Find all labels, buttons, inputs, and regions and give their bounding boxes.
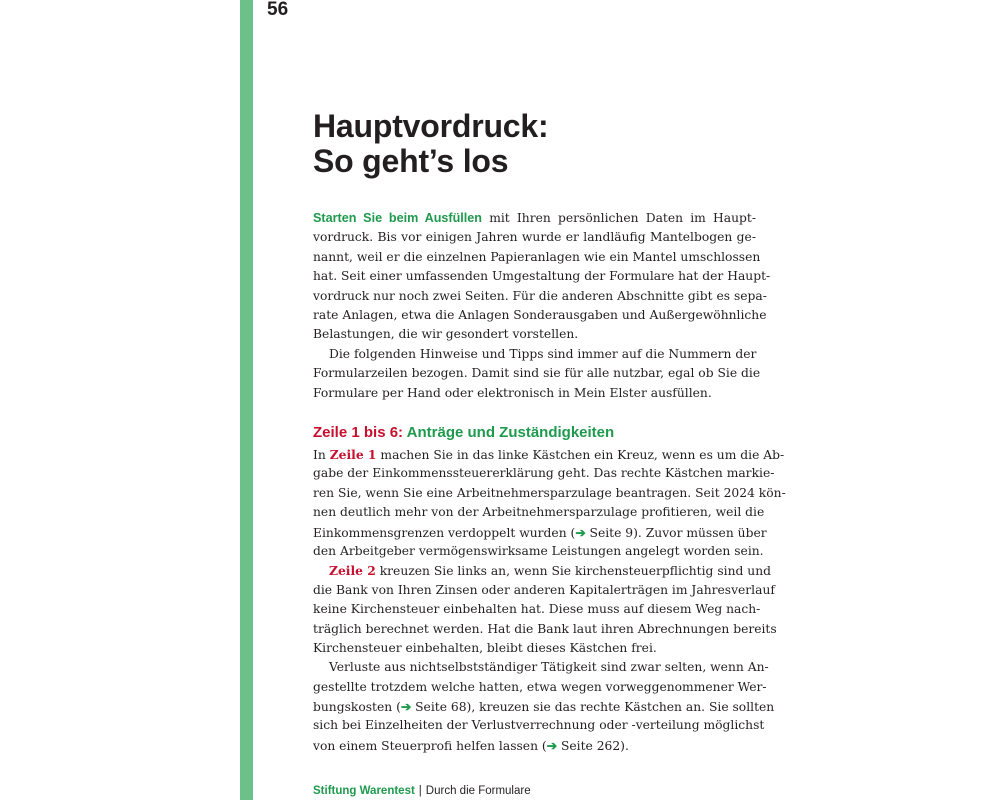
page-title-line-2: So geht’s los bbox=[313, 143, 509, 179]
intro-line-7: Belastungen, die wir gesondert vorstellen. bbox=[313, 327, 579, 342]
sidebar-color-bar bbox=[240, 0, 253, 800]
zeile-1-ref: Zeile 1 bbox=[329, 447, 377, 462]
intro-p2-line-1: Die folgenden Hinweise und Tipps sind immer auf die Nummern der bbox=[329, 346, 757, 361]
zeile2-line-2: die Bank von Ihren Zinsen oder anderen Kapitalerträgen im Jahresverlauf bbox=[313, 582, 775, 597]
page-number: 56 bbox=[267, 0, 289, 20]
verluste-line-3: bungskosten (➔ Seite 68), kreuzen sie das rechte Kästchen an. Sie sollten bbox=[313, 699, 775, 715]
zeile1-line-1: In Zeile 1 machen Sie in das linke Kästchen ein Kreuz, wenn es um die Ab- bbox=[313, 447, 785, 462]
zeile2-line-5: Kirchensteuer einbehalten, bleibt dieses Kästchen frei. bbox=[313, 640, 657, 655]
zeile1-line-5: Einkommensgrenzen verdoppelt wurden (➔ Seite 9). Zuvor müssen über bbox=[313, 524, 767, 540]
verluste-line-4: sich bei Einzelheiten der Verlustverrechnung oder -verteilung möglichst bbox=[313, 718, 765, 733]
section-heading-title: Anträge und Zuständigkeiten bbox=[406, 424, 615, 441]
section-heading-lines: Zeile 1 bis 6: bbox=[313, 424, 404, 441]
zeile1-line-3: ren Sie, wenn Sie eine Arbeitnehmersparzulage beantragen. Seit 2024 kön- bbox=[313, 485, 786, 500]
zeile1-line-2: gabe der Einkommenssteuererklärung geht. Das rechte Kästchen markie- bbox=[313, 466, 775, 481]
arrow-icon: ➔ bbox=[400, 699, 412, 715]
intro-line-3: nannt, weil er die einzelnen Papieranlagen wie ein Mantel umschlossen bbox=[313, 249, 761, 264]
arrow-icon: ➔ bbox=[575, 524, 586, 540]
intro-line-5: vordruck nur noch zwei Seiten. Für die anderen Abschnitte gibt es sepa- bbox=[313, 288, 767, 303]
zeile2-line-4: träglich berechnet werden. Hat die Bank laut ihren Abrechnungen bereits bbox=[313, 621, 777, 636]
intro-text bbox=[313, 209, 771, 403]
intro-line-4: hat. Seit einer umfassenden Umgestaltung der Formulare hat der Haupt- bbox=[313, 269, 771, 284]
zeile1-line-6: den Arbeitgeber vermögenswirksame Leistungen angelegt worden sein. bbox=[313, 543, 764, 558]
zeile1-line-4: nen deutlich mehr von der Arbeitnehmersparzulage profitieren, weil die bbox=[313, 505, 765, 520]
page-footer bbox=[313, 785, 531, 797]
arrow-icon: ➔ bbox=[546, 737, 558, 753]
section-text bbox=[313, 445, 786, 755]
intro-p2-line-3: Formulare per Hand oder elektronisch in Mein Elster ausfüllen. bbox=[313, 385, 712, 400]
intro-line-6: rate Anlagen, etwa die Anlagen Sonderausgaben und Außergewöhnliche bbox=[313, 307, 767, 322]
footer-separator: | bbox=[418, 785, 422, 797]
page-title-line-1: Hauptvordruck: bbox=[313, 108, 549, 144]
verluste-line-5: von einem Steuerprofi helfen lassen (➔ Seite 262). bbox=[313, 737, 629, 753]
intro-lead: Starten Sie beim Ausfüllen bbox=[313, 211, 482, 225]
zeile2-line-1: Zeile 2 kreuzen Sie links an, wenn Sie kirchensteuerpflichtig sind und bbox=[329, 563, 771, 579]
zeile2-line-3: keine Kirchensteuer einbehalten hat. Diese muss auf diesem Weg nach- bbox=[313, 602, 761, 617]
footer-title: Durch die Formulare bbox=[425, 785, 531, 797]
page-title bbox=[313, 109, 773, 179]
intro-line-2: vordruck. Bis vor einigen Jahren wurde er landläufig Mantelbogen ge- bbox=[313, 230, 756, 245]
verluste-line-2: gestellte trotzdem welche hatten, etwa wegen vorweggenommener Wer- bbox=[313, 679, 767, 694]
verluste-line-1: Verluste aus nichtselbstständiger Tätigkeit sind zwar selten, wenn An- bbox=[329, 660, 769, 675]
zeile-2-ref: Zeile 2 bbox=[329, 563, 376, 579]
intro-line-1: Starten Sie beim Ausfüllen mit Ihren persönlichen Daten im Haupt- bbox=[313, 211, 756, 225]
footer-brand: Stiftung Warentest bbox=[313, 785, 415, 797]
intro-p2-line-2: Formularzeilen bezogen. Damit sind sie für alle nutzbar, egal ob Sie die bbox=[313, 366, 761, 381]
section-heading bbox=[313, 424, 614, 441]
